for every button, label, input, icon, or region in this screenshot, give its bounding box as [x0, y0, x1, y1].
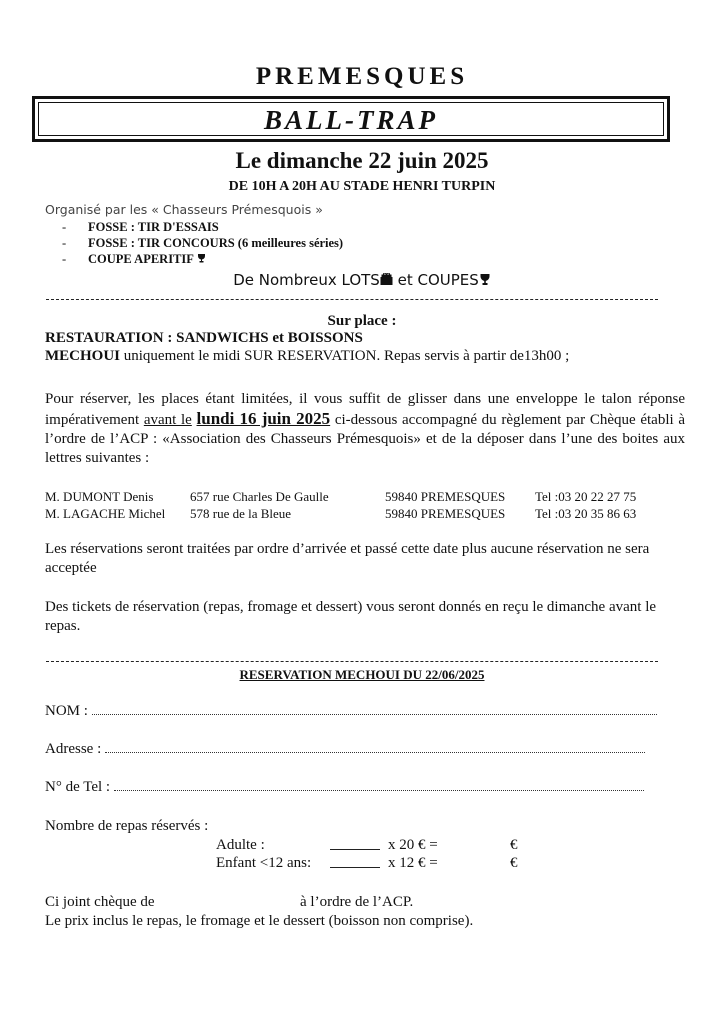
child-quantity-field[interactable]: [330, 855, 380, 873]
meal-count-label: Nombre de repas réservés :: [45, 818, 209, 834]
list-item: - FOSSE : TIR CONCOURS (6 meilleures séries): [62, 236, 344, 250]
restauration-line: RESTAURATION : SANDWICHS et BOISSONS: [45, 330, 363, 346]
sur-place-title: Sur place :: [327, 313, 397, 329]
event-banner: [32, 96, 670, 142]
trophy-icon: [197, 251, 206, 267]
adult-total: €: [510, 837, 518, 853]
activities-list: [62, 219, 343, 267]
adresse-field[interactable]: Adresse :: [45, 740, 645, 758]
child-price: x 12 € =: [388, 855, 438, 871]
cheque-order: à l’ordre de l’ACP.: [300, 894, 414, 910]
event-hours: DE 10H A 20H AU STADE HENRI TURPIN: [228, 179, 496, 194]
adult-price: x 20 € =: [388, 837, 438, 853]
adult-quantity-field[interactable]: [330, 837, 380, 855]
trophy-icon: [479, 271, 491, 289]
reservation-order-note: Les réservations seront traitées par ordre d’arrivée et passé cette date plus aucune réservation ne sera acceptée: [45, 541, 650, 576]
nom-field[interactable]: NOM :: [45, 702, 657, 720]
list-item: - FOSSE : TIR D'ESSAIS: [62, 220, 219, 234]
lots-line: De Nombreux LOTS et COUPES: [0, 271, 724, 289]
mechoui-line: MECHOUI uniquement le midi SUR RESERVATION. Repas servis à partir de13h00 ;: [45, 348, 570, 364]
town-title: PREMESQUES: [255, 63, 469, 90]
organizer-line: Organisé par les « Chasseurs Prémesquois »: [45, 202, 323, 217]
event-date: Le dimanche 22 juin 2025: [235, 148, 489, 173]
adult-label: Adulte :: [216, 837, 265, 853]
form-title: RESERVATION MECHOUI DU 22/06/2025: [239, 667, 485, 682]
list-item: M. LAGACHE Michel 578 rue de la Bleue 59840 PREMESQUES Tel :03 20 35 86 63: [45, 506, 637, 521]
reservation-instructions: Pour réserver, les places étant limitées, il vous suffit de glisser dans une enveloppe le talon réponse impérativement avant le lundi 16 juin 2025 ci-dessous accompagné du règlement par Chèque établi à l’ordre de l’ACP : «Association des Chasseurs Prémesquois» et de la déposer dans l’une des boites aux lettres suivantes :: [45, 391, 686, 466]
contacts-list: [45, 488, 685, 522]
cheque-label: Ci joint chèque de: [45, 894, 155, 910]
gift-icon: [380, 271, 393, 289]
list-item: - COUPE APERITIF: [62, 251, 343, 267]
event-title: BALL-TRAP: [38, 102, 664, 136]
list-item: M. DUMONT Denis 657 rue Charles De Gaulle 59840 PREMESQUES Tel :03 20 22 27 75: [45, 489, 637, 504]
child-total: €: [510, 855, 518, 871]
dashed-divider: [46, 299, 658, 300]
dashed-divider: [46, 661, 658, 662]
child-label: Enfant <12 ans:: [216, 855, 312, 871]
tel-field[interactable]: N° de Tel :: [45, 778, 644, 796]
tickets-note: Des tickets de réservation (repas, fromage et dessert) vous seront donnés en reçu le dimanche avant le repas.: [45, 599, 657, 634]
price-note: Le prix inclus le repas, le fromage et le dessert (boisson non comprise).: [45, 913, 474, 929]
